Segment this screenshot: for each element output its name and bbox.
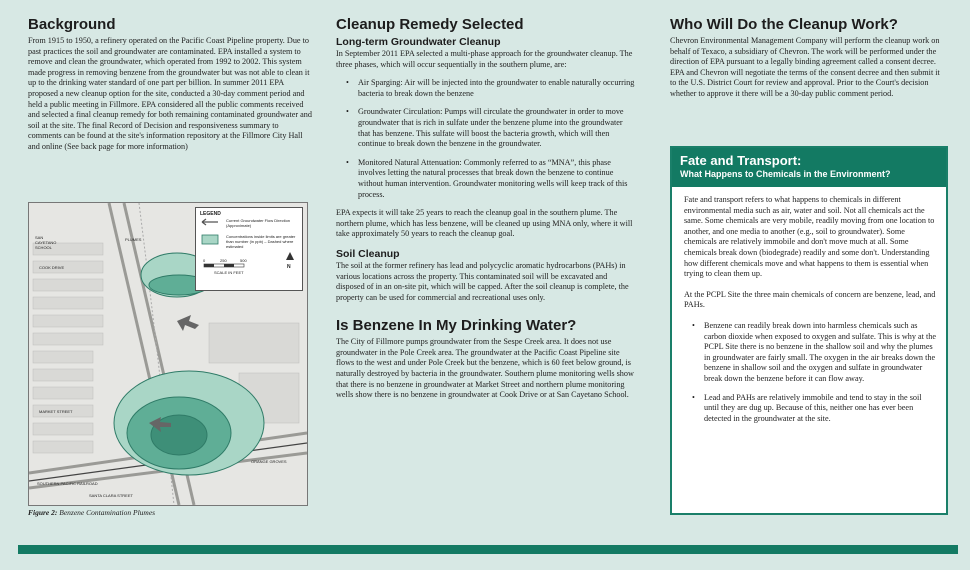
benzene-heading: Is Benzene In My Drinking Water? bbox=[336, 317, 577, 335]
map-label-market: MARKET STREET bbox=[39, 409, 73, 414]
who-section bbox=[670, 0, 945, 100]
map-label-santaclara: SANTA CLARA STREET bbox=[89, 493, 133, 498]
soil-cleanup-body: The soil at the former refinery has lead and polycyclic aromatic hydrocarbons (PAHs) in various locations across the property. This contaminated soil will be excavated and disposed of in an on-site pit, which will be capped. After the soil cleanup is complete, the property can be used for commercial and recreational uses only. bbox=[336, 260, 629, 302]
cleanup-outro: EPA expects it will take 25 years to reach the cleanup goal in the southern plume. The northern plume, which has less benzene, will be cleaned up using MNA only, where it will take approximately 50 years to reach the cleanup goal. bbox=[336, 208, 633, 239]
cleanup-heading: Cleanup Remedy Selected bbox=[336, 16, 524, 33]
list-item: • Air Sparging: Air will be injected into the groundwater to enable naturally occurring bacteria to break down the benzene bbox=[352, 78, 636, 99]
figure-caption-text: Benzene Contamination Plumes bbox=[59, 508, 156, 517]
list-item: • Groundwater Circulation: Pumps will circulate the groundwater in order to move groundwater that is rich in sulfate under the benzene plume into the groundwater that has benzene. This sulfate will boost the bacteria growth, which will then continue to break down the benzene in the groundwater. bbox=[352, 107, 636, 149]
soil-cleanup-heading: Soil Cleanup bbox=[336, 247, 400, 260]
scale-tick-500: 500 bbox=[240, 258, 247, 263]
map-label-orange: ORANGE GROVES bbox=[251, 459, 287, 464]
scale-tick-0: 0 bbox=[203, 258, 206, 263]
who-heading: Who Will Do the Cleanup Work? bbox=[670, 16, 898, 33]
list-item: • Lead and PAHs are relatively immobile and tend to stay in the soil until they are dug up. Because of this, neither one has ever been detected in the groundwater at the site. bbox=[698, 393, 936, 425]
map-label-plume: PLUMES bbox=[125, 237, 142, 242]
legend-concentrations: Concentrations inside limits are greater than number (in ppb) – Dashed where estimated bbox=[226, 234, 296, 249]
fate-transport-header bbox=[672, 148, 946, 187]
groundwater-subheading: Long-term Groundwater Cleanup bbox=[336, 36, 501, 48]
fate-chemical-list bbox=[684, 321, 936, 424]
cleanup-phase-list bbox=[336, 78, 636, 200]
cleanup-section bbox=[336, 0, 636, 401]
benzene-plume-map bbox=[28, 202, 308, 506]
scale-tick-250: 250 bbox=[220, 258, 227, 263]
list-item: • Benzene can readily break down into harmless chemicals such as carbon dioxide when exposed to oxygen and sulfate. This is why at the PCPL Site there is no benzene in the shallow soil and why the plumes in groundwater are fairly small. The oxygen in the air breaks down the benzene in shallow soil and the oxygen and sulfate in groundwater break down the benzene before it can flow away. bbox=[698, 321, 936, 385]
list-item: • Monitored Natural Attenuation: Commonly referred to as “MNA”, this phase involves letting the natural processes that break down the benzene to continue without human intervention. Groundwater monitoring wells will keep track of this process. bbox=[352, 158, 636, 200]
background-body: From 1915 to 1950, a refinery operated on the Pacific Coast Pipeline property. Due to past practices the soil and groundwater are contaminated. EPA installed a system to remove and clean the groundwater, which operated from 1992 to 2002. This system made progress in removing benzene from the groundwater but was not able to clean it up to the drinking water standard of one part per billion. In summer 2011 EPA proposed a new cleanup option for the site, conducted a 30-day comment period and held a public meeting in Fillmore. EPA considered all the public comments received and selected a final cleanup remedy for both remaining contaminated groundwater and soil at the site. The final Record of Decision and responsiveness summary to comments can be found at the site's information repository at the Fillmore City Hall and online (See back page for more information) bbox=[28, 36, 312, 151]
fate-transport-body bbox=[672, 187, 946, 424]
background-heading: Background bbox=[28, 16, 116, 33]
cleanup-intro: In September 2011 EPA selected a multi-phase approach for the groundwater cleanup. The three phases, which will occur sequentially in the southern plume, are: bbox=[336, 49, 633, 69]
figure-caption-label: Figure 2: bbox=[28, 508, 58, 517]
footer-bar bbox=[18, 545, 958, 554]
fate-para-2: At the PCPL Site the three main chemicals of concern are benzene, lead, and PAHs. bbox=[684, 289, 936, 310]
who-body: Chevron Environmental Management Company will perform the cleanup work on behalf of Texaco, a subsidiary of Chevron. The work will be performed under the direction of EPA pursuant to a legally binding agreement called a consent decree. EPA and Chevron will negotiate the terms of the consent decree and then submit it to the U.S. District Court for review and approval. Prior to the Court's decision whether to approve it there will be a 30-day public comment period. bbox=[670, 36, 940, 98]
fate-para-1: Fate and transport refers to what happens to chemicals in different environmental media such as air, water and soil. Not all chemicals act the same. Some chemicals are very mobile, readily moving from one location to another, and one media to another (e.g., soil to groundwater). Some chemicals are relatively immobile and don't move much at all. Some chemicals break down (biodegrade) readily and some don't. Understanding how different chemicals move and what happens to them is essential when trying to clean them up. bbox=[684, 195, 935, 279]
figure-caption bbox=[28, 508, 155, 517]
scale-label: SCALE IN FEET bbox=[214, 270, 244, 275]
fate-transport-box bbox=[670, 146, 948, 515]
map-label-cook: COOK DRIVE bbox=[39, 265, 65, 270]
fate-subtitle: What Happens to Chemicals in the Environment? bbox=[680, 169, 891, 179]
map-label-school: SAN CAYETANO SCHOOL bbox=[35, 235, 57, 250]
map-legend bbox=[195, 207, 303, 291]
legend-title: LEGEND bbox=[200, 211, 221, 217]
benzene-body: The City of Fillmore pumps groundwater from the Sespe Creek area. It does not use groundwater in the Pole Creek area. The groundwater at the Pacific Coast Pipeline site flows to the west and under Pole Creek but the benzene, which is 60 feet below ground, is naturally destroyed by bacteria in the groundwater. Southern plume monitoring wells show that there is no benzene in groundwater at Market Street and northern plume monitoring wells show there is no benzene in groundwater at Cook Drive or at San Cayetano School. bbox=[336, 337, 634, 400]
background-section bbox=[28, 0, 313, 153]
north-arrow-label: N bbox=[287, 264, 291, 270]
map-label-pacific: SOUTHERN PACIFIC RAILROAD bbox=[37, 481, 98, 486]
legend-flow-direction: Current Groundwater Flow Direction (Approximate) bbox=[226, 218, 291, 228]
fate-title: Fate and Transport: bbox=[680, 153, 802, 168]
